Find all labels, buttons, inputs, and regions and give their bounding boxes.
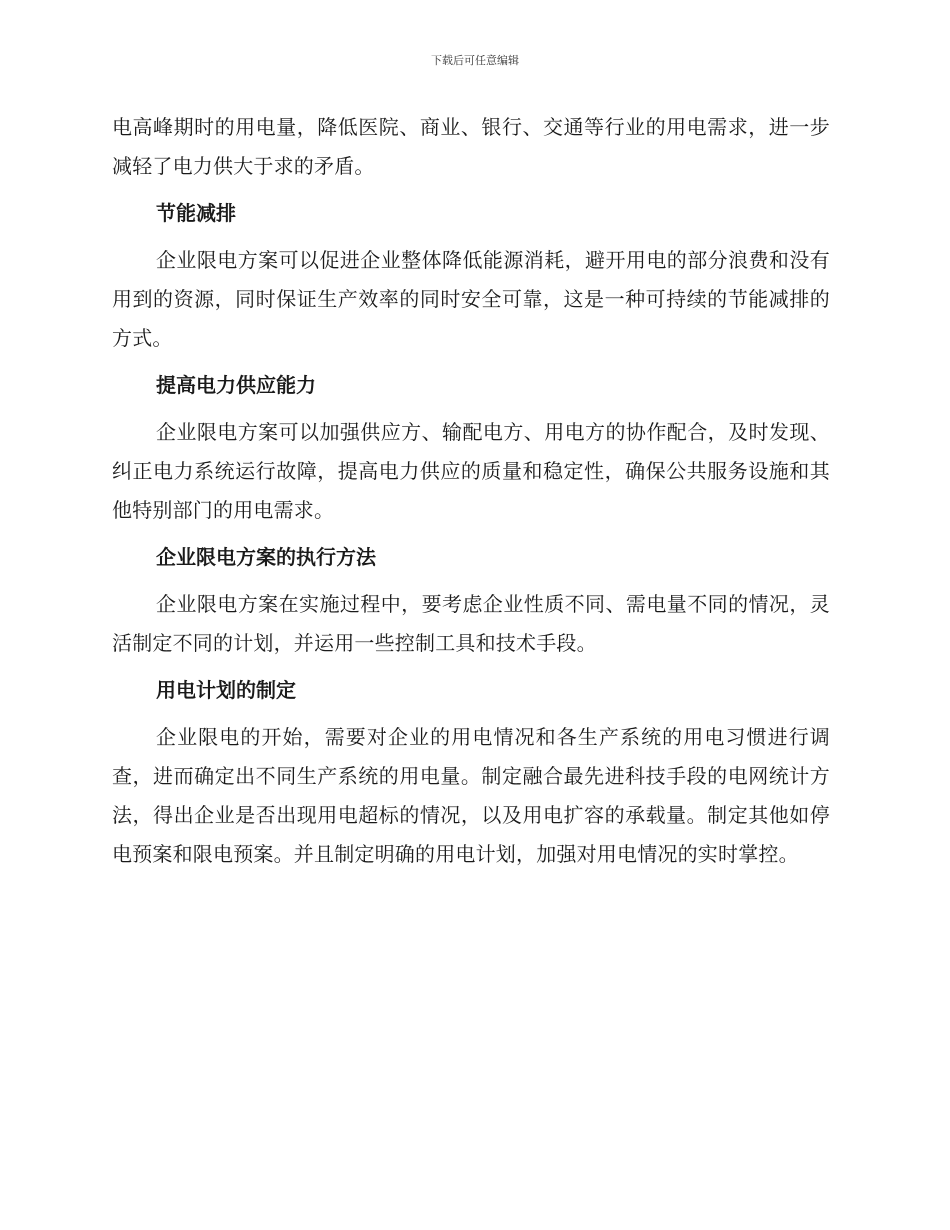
document-body: [112, 108, 830, 874]
paragraph-execution-method: 企业限电方案在实施过程中，要考虑企业性质不同、需电量不同的情况，灵活制定不同的计划，并运用一些控制工具和技术手段。: [112, 592, 830, 655]
paragraph-supply-capacity: 企业限电方案可以加强供应方、输配电方、用电方的协作配合，及时发现、纠正电力系统运行故障，提高电力供应的质量和稳定性，确保公共服务设施和其他特别部门的用电需求。: [112, 420, 830, 522]
page-header: 下载后可任意编辑: [431, 54, 519, 67]
paragraph-power-plan: 企业限电的开始，需要对企业的用电情况和各生产系统的用电习惯进行调查，进而确定出不同生产系统的用电量。制定融合最先进科技手段的电网统计方法，得出企业是否出现用电超标的情况，以及用电扩容的承载量。制定其他如停电预案和限电预案。并且制定明确的用电计划，加强对用电情况的实时掌控。: [112, 725, 830, 866]
paragraph-energy-saving: 企业限电方案可以促进企业整体降低能源消耗，避开用电的部分浪费和没有用到的资源，同时保证生产效率的同时安全可靠，这是一种可持续的节能减排的方式。: [112, 248, 830, 350]
paragraph-continuation: 电高峰期时的用电量，降低医院、商业、银行、交通等行业的用电需求，进一步减轻了电力供大于求的矛盾。: [112, 115, 830, 178]
section-heading-power-plan: 用电计划的制定: [156, 678, 296, 702]
section-heading-execution-method: 企业限电方案的执行方法: [156, 545, 376, 569]
section-heading-energy-saving: 节能减排: [156, 201, 236, 225]
section-heading-supply-capacity: 提高电力供应能力: [156, 373, 316, 397]
